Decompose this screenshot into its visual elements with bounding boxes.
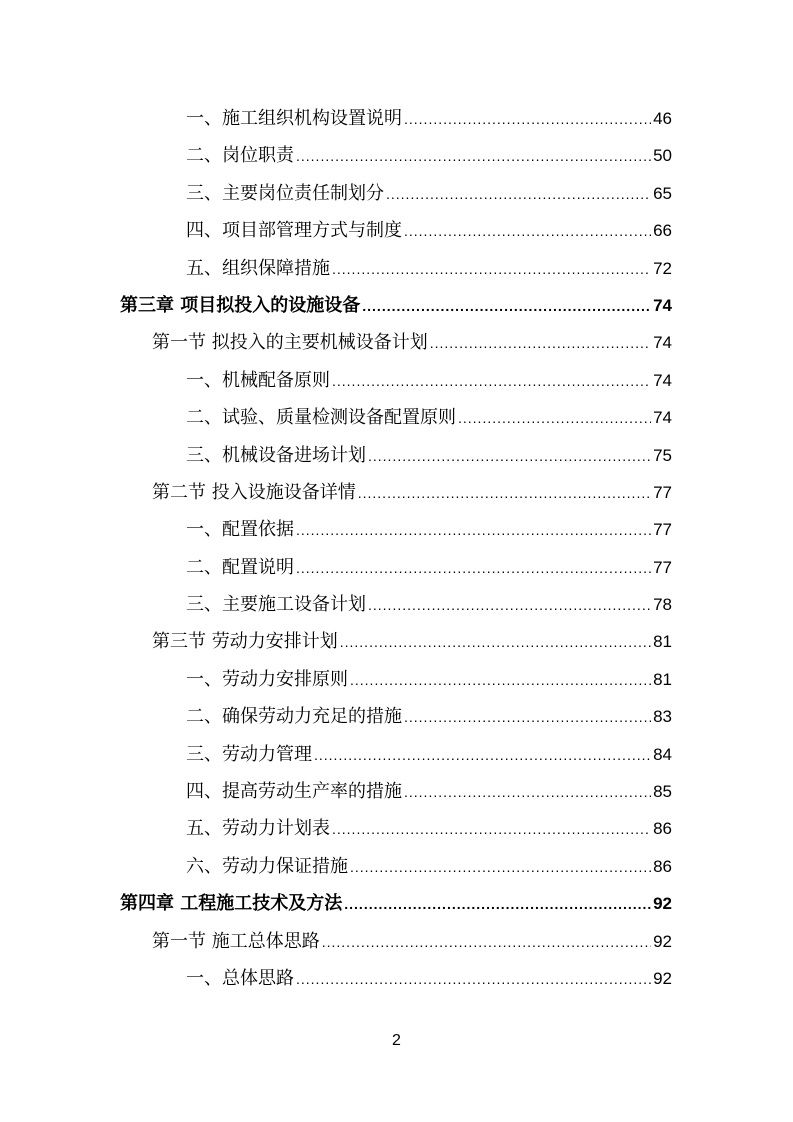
toc-entry-section[interactable] — [120, 324, 672, 361]
toc-entry-title: 四、项目部管理方式与制度 — [186, 220, 402, 242]
toc-entry-page-number: 86 — [653, 819, 672, 839]
toc-entry-item[interactable] — [120, 362, 672, 399]
toc-entry-item[interactable] — [120, 399, 672, 436]
toc-entry-item[interactable] — [120, 175, 672, 212]
toc-entry-item[interactable] — [120, 437, 672, 474]
toc-dot-leader — [386, 176, 651, 213]
toc-entry-page-number: 77 — [653, 520, 672, 540]
toc-entry-title: 二、试验、质量检测设备配置原则 — [186, 407, 456, 429]
toc-entry-item[interactable] — [120, 586, 672, 623]
toc-dot-leader — [332, 811, 651, 848]
toc-entry-item[interactable] — [120, 848, 672, 885]
toc-entry-title: 一、施工组织机构设置说明 — [186, 108, 402, 129]
toc-entry-title: 一、配置依据 — [186, 519, 294, 541]
toc-entry-page-number: 85 — [653, 782, 672, 802]
toc-dot-leader — [368, 587, 651, 624]
toc-dot-leader — [344, 886, 651, 923]
toc-entry-item[interactable] — [120, 250, 672, 287]
toc-entry-title: 第三章 项目拟投入的设施设备 — [120, 294, 361, 316]
toc-entry-page-number: 75 — [653, 445, 672, 465]
toc-entry-page-number: 77 — [653, 482, 672, 502]
toc-entry-item[interactable] — [120, 736, 672, 773]
toc-entry-page-number: 72 — [653, 258, 672, 278]
toc-dot-leader — [368, 438, 651, 475]
toc-entry-title: 三、主要岗位责任制划分 — [186, 182, 384, 204]
toc-entry-section[interactable] — [120, 623, 672, 660]
toc-entry-page-number: 74 — [653, 408, 672, 428]
toc-dot-leader — [332, 251, 651, 288]
toc-entry-page-number: 74 — [653, 333, 672, 353]
toc-dot-leader — [350, 662, 651, 699]
toc-entry-page-number: 78 — [653, 595, 672, 615]
table-of-contents — [120, 100, 672, 997]
toc-entry-page-number: 65 — [653, 183, 672, 203]
toc-dot-leader — [296, 512, 651, 549]
toc-dot-leader — [430, 325, 651, 362]
toc-entry-title: 五、劳动力计划表 — [186, 818, 330, 840]
toc-dot-leader — [362, 288, 651, 325]
toc-dot-leader — [340, 624, 651, 661]
toc-entry-item[interactable] — [120, 960, 672, 997]
toc-dot-leader — [296, 550, 651, 587]
toc-entry-page-number: 50 — [653, 146, 672, 166]
toc-dot-leader — [404, 699, 651, 736]
toc-entry-title: 三、机械设备进场计划 — [186, 444, 366, 466]
page-number: 2 — [392, 1032, 401, 1049]
toc-entry-item[interactable] — [120, 137, 672, 174]
toc-entry-chapter[interactable] — [120, 287, 672, 324]
toc-entry-chapter[interactable] — [120, 885, 672, 922]
toc-dot-leader — [332, 363, 651, 400]
toc-entry-section[interactable] — [120, 923, 672, 960]
toc-entry-title: 五、组织保障措施 — [186, 257, 330, 279]
toc-entry-title: 第一节 拟投入的主要机械设备计划 — [152, 332, 428, 354]
toc-entry-page-number: 83 — [653, 707, 672, 727]
toc-entry-item[interactable] — [120, 810, 672, 847]
toc-entry-page-number: 46 — [653, 109, 672, 128]
toc-dot-leader — [296, 138, 651, 175]
toc-dot-leader — [458, 400, 651, 437]
toc-entry-item[interactable] — [120, 212, 672, 249]
toc-entry-page-number: 92 — [653, 931, 672, 951]
toc-entry-title: 第一节 施工总体思路 — [152, 930, 320, 952]
toc-entry-title: 二、确保劳动力充足的措施 — [186, 706, 402, 728]
toc-entry-page-number: 74 — [653, 370, 672, 390]
toc-entry-title: 一、劳动力安排原则 — [186, 668, 348, 690]
toc-entry-page-number: 77 — [653, 557, 672, 577]
toc-dot-leader — [358, 475, 651, 512]
toc-entry-title: 二、岗位职责 — [186, 145, 294, 167]
toc-entry-title: 三、劳动力管理 — [186, 743, 312, 765]
toc-entry-page-number: 92 — [653, 894, 672, 914]
toc-dot-leader — [404, 774, 651, 811]
toc-dot-leader — [296, 961, 651, 998]
toc-entry-title: 一、机械配备原则 — [186, 369, 330, 391]
toc-entry-item[interactable] — [120, 549, 672, 586]
toc-entry-page-number: 74 — [653, 295, 672, 315]
toc-entry-title: 四、提高劳动生产率的措施 — [186, 781, 402, 803]
toc-entry-page-number: 66 — [653, 221, 672, 241]
toc-dot-leader — [350, 849, 651, 886]
toc-entry-page-number: 84 — [653, 744, 672, 764]
toc-entry-title: 六、劳动力保证措施 — [186, 855, 348, 877]
toc-entry-item[interactable] — [120, 698, 672, 735]
toc-entry-title: 第四章 工程施工技术及方法 — [120, 893, 343, 915]
toc-entry-item[interactable] — [120, 773, 672, 810]
toc-dot-leader — [314, 737, 651, 774]
toc-dot-leader — [404, 101, 651, 138]
toc-entry-title: 三、主要施工设备计划 — [186, 594, 366, 616]
toc-entry-item[interactable] — [120, 511, 672, 548]
toc-entry-section[interactable] — [120, 474, 672, 511]
toc-dot-leader — [322, 924, 651, 961]
toc-entry-item[interactable] — [120, 100, 672, 137]
toc-dot-leader — [404, 213, 651, 250]
toc-entry-page-number: 92 — [653, 968, 672, 988]
toc-entry-title: 第二节 投入设施设备详情 — [152, 481, 356, 503]
toc-entry-item[interactable] — [120, 661, 672, 698]
toc-entry-title: 二、配置说明 — [186, 556, 294, 578]
toc-entry-page-number: 81 — [653, 669, 672, 689]
toc-entry-title: 一、总体思路 — [186, 967, 294, 989]
toc-entry-page-number: 86 — [653, 856, 672, 876]
toc-entry-page-number: 81 — [653, 632, 672, 652]
toc-entry-title: 第三节 劳动力安排计划 — [152, 631, 338, 653]
